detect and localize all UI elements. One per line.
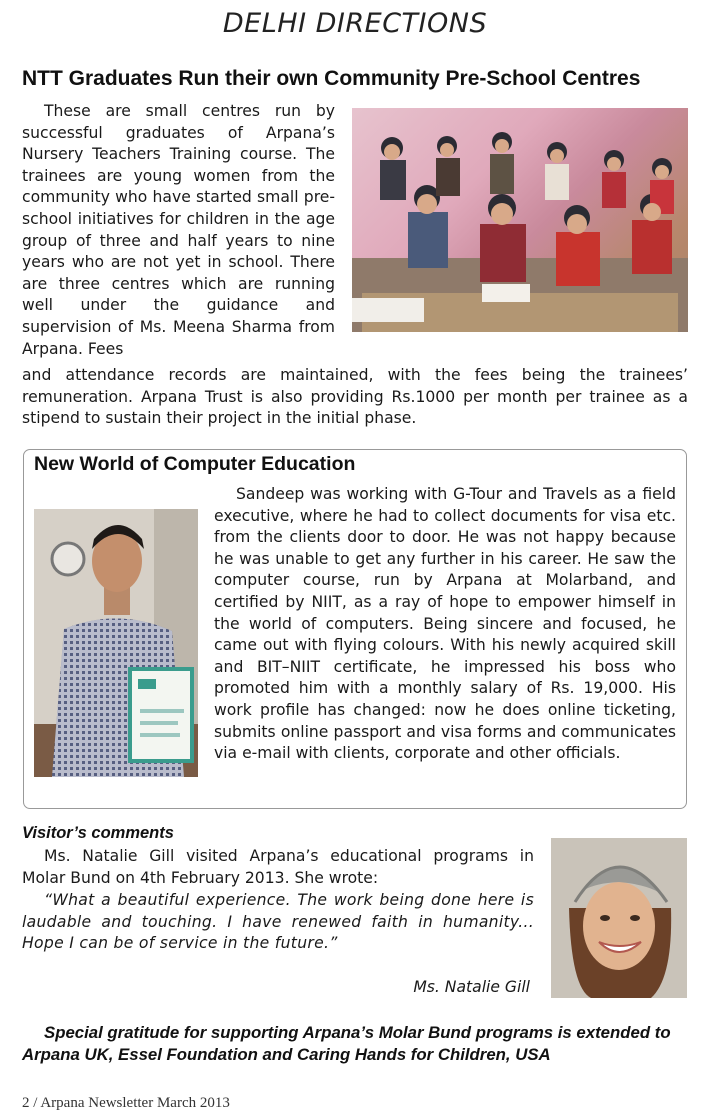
visitor-heading: Visitor’s comments bbox=[22, 824, 174, 842]
ntt-paragraph-2: and attendance records are maintained, with the fees being the trainees’ remuneration. Arpana Trust is also providing Rs.1000 per month per trainee as a stipend to sustain their project in the initial phase. bbox=[22, 366, 688, 428]
page-footer: 2 / Arpana Newsletter March 2013 bbox=[22, 1095, 230, 1111]
sandeep-illustration bbox=[34, 509, 198, 777]
classroom-photo bbox=[352, 108, 688, 332]
classroom-illustration bbox=[352, 108, 688, 332]
ntt-heading: NTT Graduates Run their own Community Pre-School Centres bbox=[22, 67, 641, 90]
sandeep-photo bbox=[34, 509, 198, 777]
page-title: DELHI DIRECTIONS bbox=[222, 8, 488, 39]
visitor-quote: “What a beautiful experience. The work being done here is laudable and touching. I have renewed faith in humanity... Hope I can be of service in the future.” bbox=[22, 891, 534, 953]
computer-heading: New World of Computer Education bbox=[34, 453, 356, 475]
gratitude-note: Special gratitude for supporting Arpana’s Molar Bund programs is extended to Arpana UK, Essel Foundation and Caring Hands for Children, USA bbox=[22, 1023, 671, 1064]
natalie-photo bbox=[551, 838, 687, 998]
ntt-paragraph-1: These are small centres run by successful graduates of Arpana’s Nursery Teachers Training course. The trainees are young women from the community who have started small pre-school initiatives for children in the age group of three and half years to nine years who are not yet in school. There are three centres which are running well under the guidance and supervision of Ms. Meena Sharma from Arpana. Fees bbox=[22, 102, 335, 358]
visitor-intro: Ms. Natalie Gill visited Arpana’s educational programs in Molar Bund on 4th February 2013. She wrote: bbox=[22, 847, 534, 887]
computer-body: Sandeep was working with G-Tour and Travels as a field executive, where he had to collect documents for visa etc. from the clients door to door. He was not happy because he was unable to get any further in his career. He saw the computer course, run by Arpana at Molarband, and certified by NIIT, as a ray of hope to empower himself in the world of computers. Being sincere and focused, he came out with flying colours. With his newly acquired skill and BIT–NIIT certificate, he impressed his boss who promoted him with a monthly salary of Rs. 19,000. His work profile has changed: now he does online ticketing, submits online passport and visa forms and communicates via e-mail with clients, corporate and other officials. bbox=[214, 485, 676, 763]
visitor-signature: Ms. Natalie Gill bbox=[413, 978, 530, 996]
natalie-illustration bbox=[551, 838, 687, 998]
